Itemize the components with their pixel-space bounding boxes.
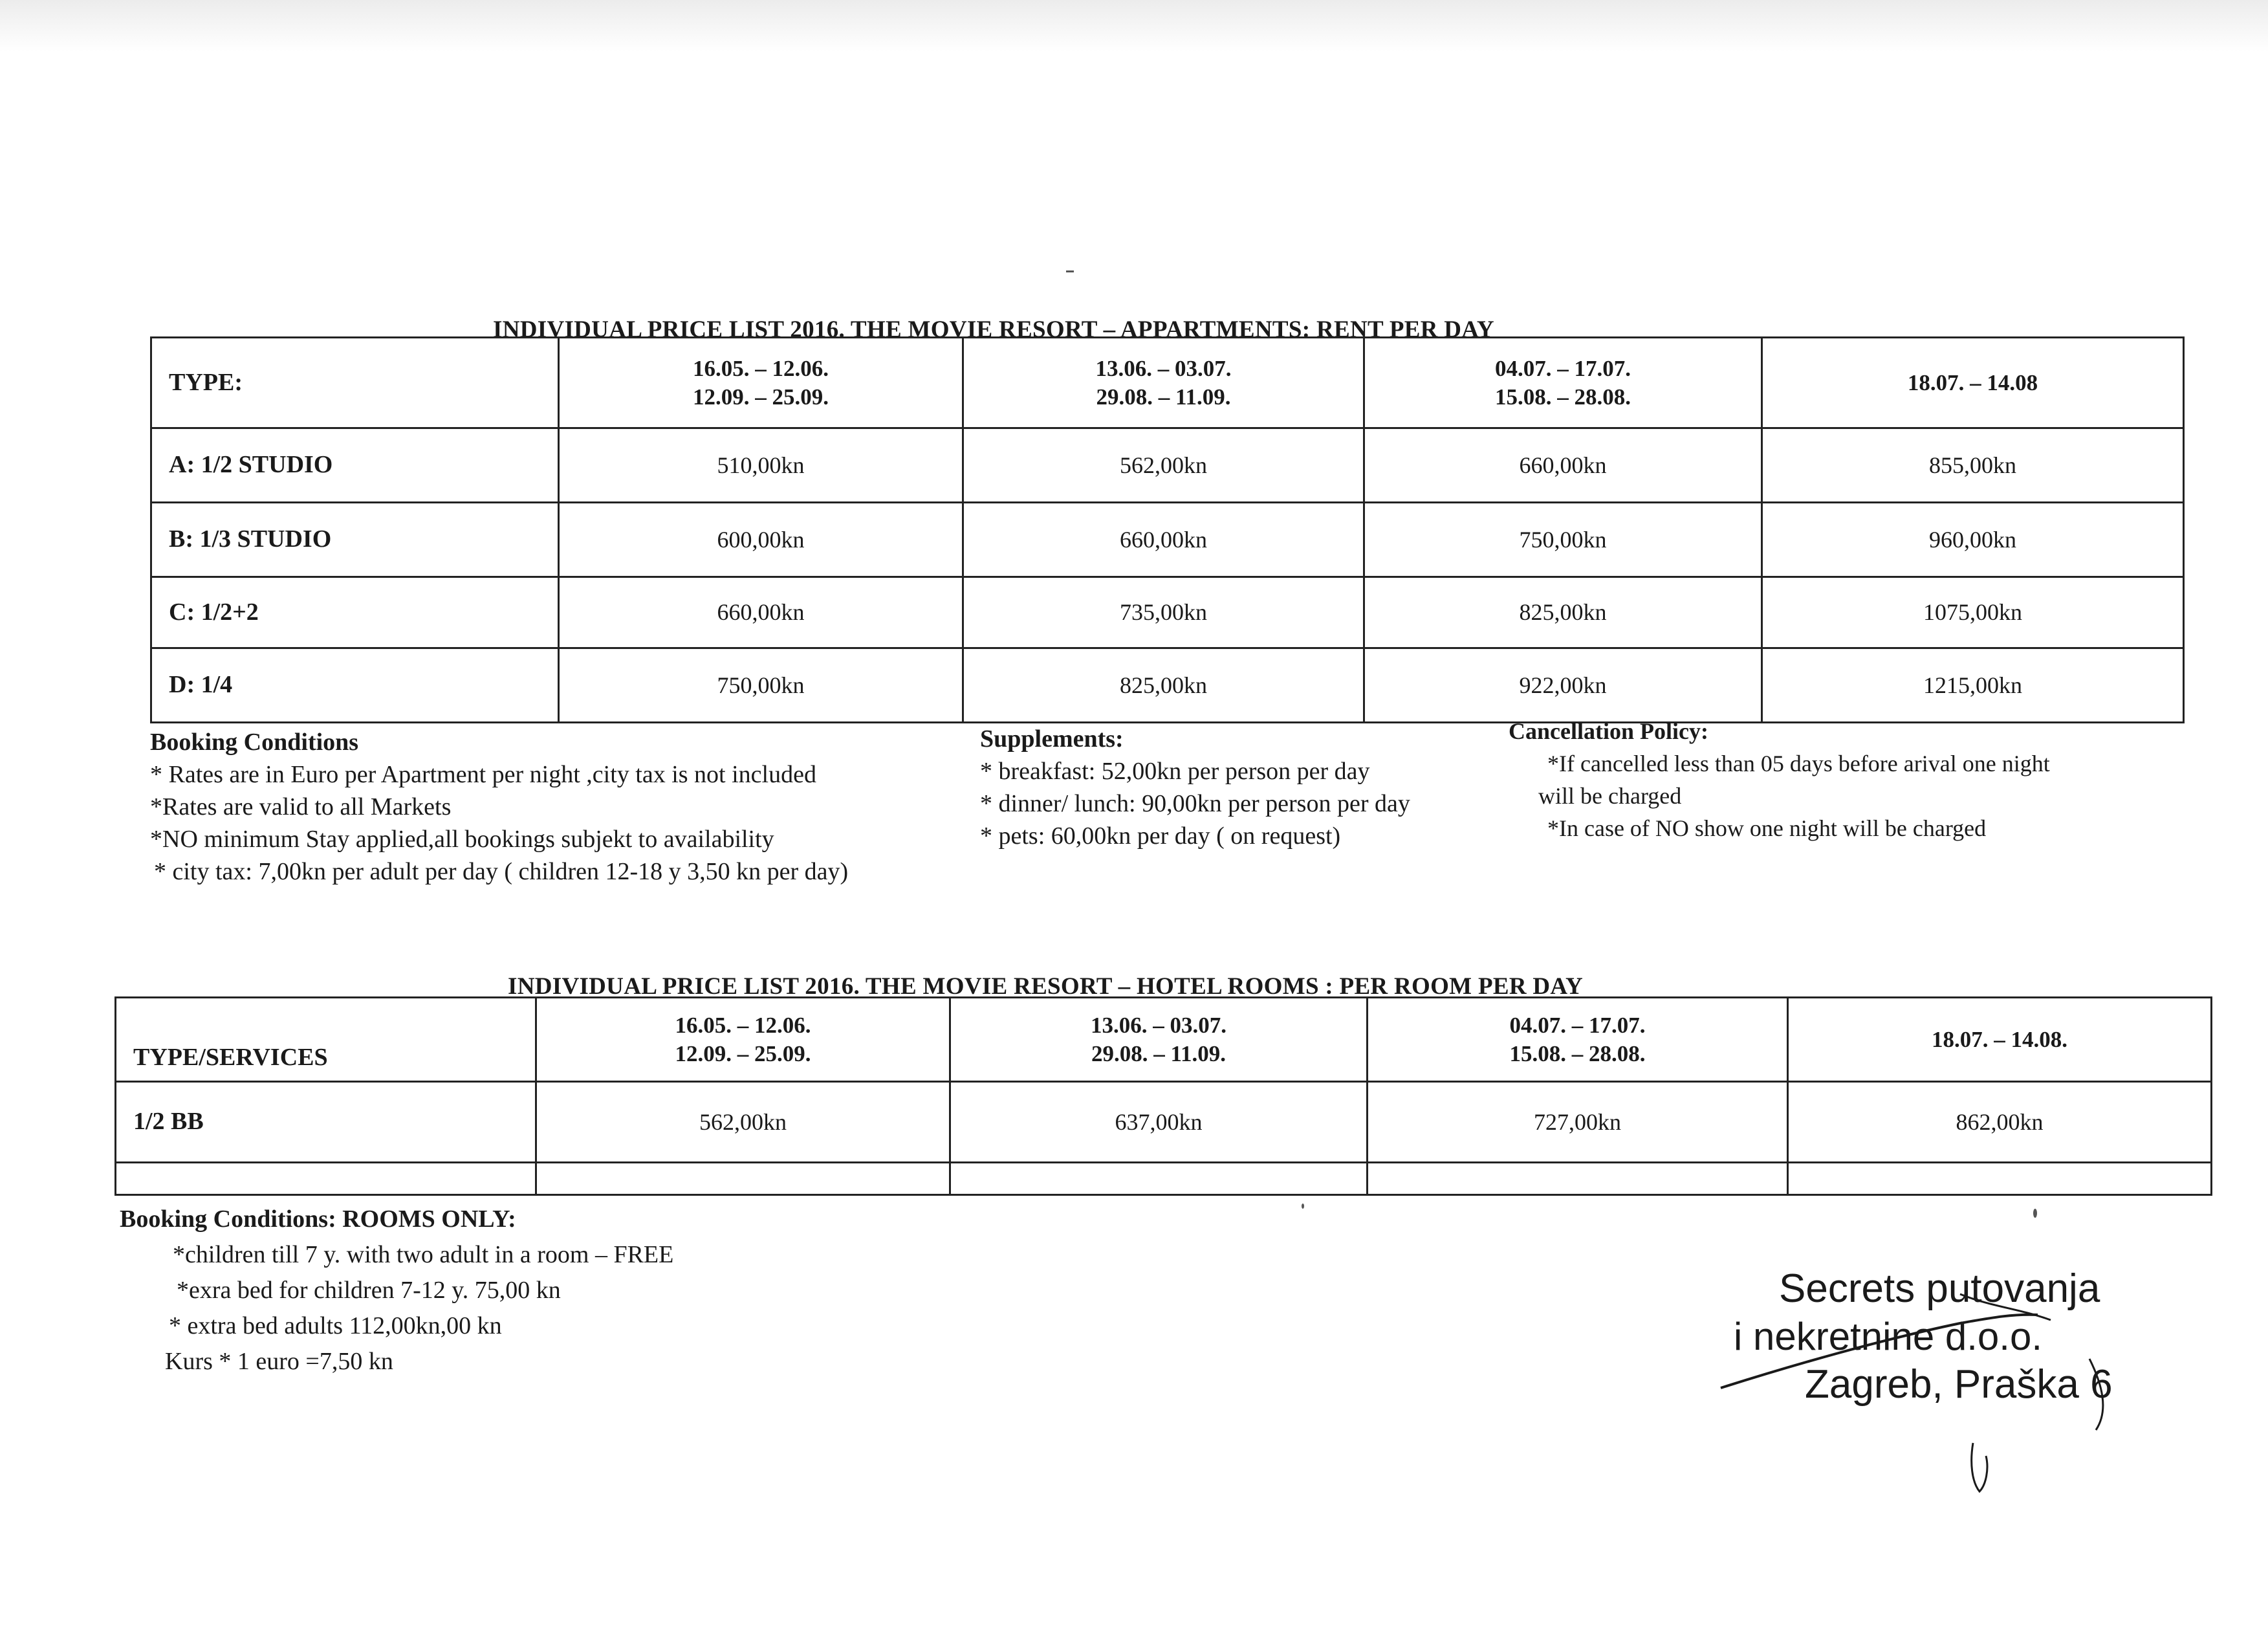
empty-cell xyxy=(950,1163,1368,1195)
price-cell: 750,00kn xyxy=(1364,503,1762,577)
period-header: 13.06. – 03.07. 29.08. – 11.09. xyxy=(950,998,1368,1082)
supplement-item: * breakfast: 52,00kn per person per day xyxy=(980,758,1370,785)
price-cell: 727,00kn xyxy=(1368,1082,1788,1163)
supplement-item: * pets: 60,00kn per day ( on request) xyxy=(980,822,1341,850)
condition-item: *children till 7 y. with two adult in a room – FREE xyxy=(173,1241,674,1268)
room-type: A: 1/2 STUDIO xyxy=(151,428,559,503)
price-cell: 922,00kn xyxy=(1364,648,1762,723)
price-cell: 825,00kn xyxy=(963,648,1364,723)
condition-item: * Rates are in Euro per Apartment per night ,city tax is not included xyxy=(150,761,816,788)
condition-item: * city tax: 7,00kn per adult per day ( children 12-18 y 3,50 kn per day) xyxy=(154,858,849,885)
price-cell: 960,00kn xyxy=(1762,503,2184,577)
table-row xyxy=(151,577,2184,648)
period-header: 16.05. – 12.06. 12.09. – 25.09. xyxy=(559,338,963,428)
price-cell: 1215,00kn xyxy=(1762,648,2184,723)
table-header-row xyxy=(151,338,2184,428)
price-cell: 862,00kn xyxy=(1788,1082,2212,1163)
signature-scribble xyxy=(1714,1268,2167,1527)
scan-speck xyxy=(2033,1209,2037,1218)
rooms-booking-conditions xyxy=(120,1202,673,1380)
price-cell: 637,00kn xyxy=(950,1082,1368,1163)
apartments-title: INDIVIDUAL PRICE LIST 2016. THE MOVIE RESORT – APPARTMENTS: RENT PER DAY xyxy=(493,316,1494,343)
condition-item: * extra bed adults 112,00kn,00 kn xyxy=(169,1312,502,1339)
empty-cell xyxy=(536,1163,950,1195)
period-header: 18.07. – 14.08. xyxy=(1788,998,2212,1082)
supplements-heading: Supplements: xyxy=(980,725,1124,753)
price-cell: 562,00kn xyxy=(536,1082,950,1163)
table-row xyxy=(116,1082,2212,1163)
period-header: 04.07. – 17.07. 15.08. – 28.08. xyxy=(1364,338,1762,428)
empty-cell xyxy=(116,1163,536,1195)
room-type: B: 1/3 STUDIO xyxy=(151,503,559,577)
period-header: 04.07. – 17.07. 15.08. – 28.08. xyxy=(1368,998,1788,1082)
price-cell: 660,00kn xyxy=(559,577,963,648)
cancellation-item: will be charged xyxy=(1538,783,1682,809)
supplements xyxy=(980,723,1410,852)
table-row xyxy=(151,503,2184,577)
price-cell: 660,00kn xyxy=(1364,428,1762,503)
cancellation-heading: Cancellation Policy: xyxy=(1509,718,1708,744)
price-cell: 660,00kn xyxy=(963,503,1364,577)
condition-item: *exra bed for children 7-12 y. 75,00 kn xyxy=(177,1277,561,1304)
price-cell: 1075,00kn xyxy=(1762,577,2184,648)
stamp-address: Zagreb, Praška 6 xyxy=(1805,1362,2113,1407)
price-cell: 510,00kn xyxy=(559,428,963,503)
type-header: TYPE/SERVICES xyxy=(116,998,536,1082)
condition-item: *Rates are valid to all Markets xyxy=(150,793,452,820)
booking-conditions-heading: Booking Conditions xyxy=(150,729,359,756)
price-cell: 600,00kn xyxy=(559,503,963,577)
table-row xyxy=(151,648,2184,723)
stamp-company-type: i nekretnine d.o.o. xyxy=(1734,1315,2042,1358)
booking-conditions xyxy=(150,726,848,888)
room-type: 1/2 BB xyxy=(116,1082,536,1163)
empty-cell xyxy=(1368,1163,1788,1195)
table-row-empty xyxy=(116,1163,2212,1195)
price-cell: 562,00kn xyxy=(963,428,1364,503)
period-header: 16.05. – 12.06. 12.09. – 25.09. xyxy=(536,998,950,1082)
table-header-row xyxy=(116,998,2212,1082)
price-cell: 750,00kn xyxy=(559,648,963,723)
period-header: 18.07. – 14.08 xyxy=(1762,338,2184,428)
price-cell: 855,00kn xyxy=(1762,428,2184,503)
rooms-booking-heading: Booking Conditions: ROOMS ONLY: xyxy=(120,1205,516,1233)
scan-speck xyxy=(1302,1204,1304,1209)
scan-shadow xyxy=(0,0,2268,52)
cancellation-item: *In case of NO show one night will be charged xyxy=(1547,815,1987,841)
condition-item: *NO minimum Stay applied,all bookings subjekt to availability xyxy=(150,826,774,853)
period-header: 13.06. – 03.07. 29.08. – 11.09. xyxy=(963,338,1364,428)
condition-item: Kurs * 1 euro =7,50 kn xyxy=(165,1348,393,1375)
stamp-company-name: Secrets putovanja xyxy=(1779,1266,2100,1311)
hotel-price-table xyxy=(114,996,2212,1196)
price-cell: 735,00kn xyxy=(963,577,1364,648)
apartments-price-table xyxy=(150,336,2185,723)
empty-cell xyxy=(1788,1163,2212,1195)
room-type: C: 1/2+2 xyxy=(151,577,559,648)
cancellation-item: *If cancelled less than 05 days before arival one night xyxy=(1547,751,2050,776)
type-header: TYPE: xyxy=(151,338,559,428)
table-row xyxy=(151,428,2184,503)
supplement-item: * dinner/ lunch: 90,00kn per person per day xyxy=(980,790,1410,817)
room-type: D: 1/4 xyxy=(151,648,559,723)
hotel-title: INDIVIDUAL PRICE LIST 2016. THE MOVIE RESORT – HOTEL ROOMS : PER ROOM PER DAY xyxy=(508,973,1584,1000)
price-cell: 825,00kn xyxy=(1364,577,1762,648)
scan-speck xyxy=(1066,270,1074,272)
cancellation-policy xyxy=(1509,715,2050,844)
